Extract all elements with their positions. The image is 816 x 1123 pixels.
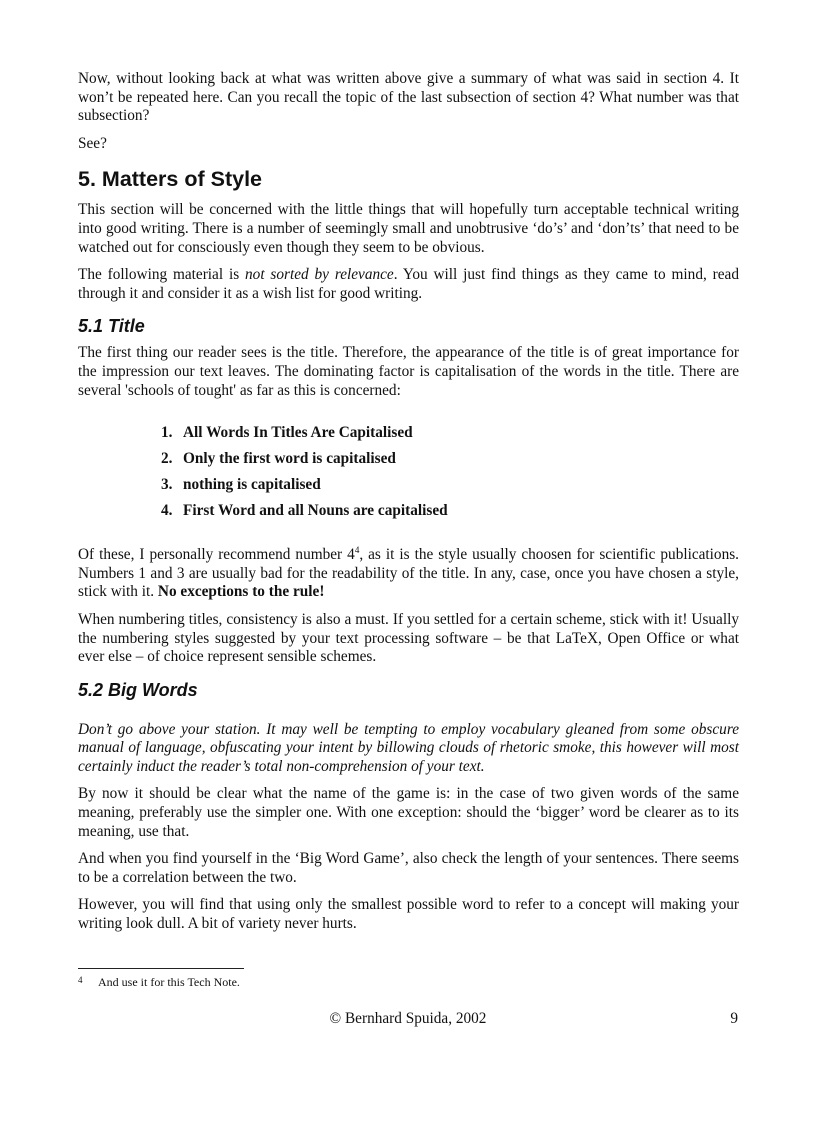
section-5-heading: 5. Matters of Style xyxy=(78,167,262,192)
intro-see: See? xyxy=(78,134,107,152)
section-5-2-quote: Don’t go above your station. It may well be tempting to employ vocabulary gleaned from some obscure manual of language, obfuscating your intent by billowing clouds of rhetoric smoke, this however will most certainly induct the reader’s total non-comprehension of your text. xyxy=(78,720,739,775)
section-5-1-paragraph-3: When numbering titles, consistency is also a must. If you settled for a certain scheme, stick with it! Usually the numbering styles suggested by your text processing software – be that LaTeX, Open Office or what ever else – of choice represent sensible schemes. xyxy=(78,610,739,666)
footer-copyright: © Bernhard Spuida, 2002 xyxy=(329,1010,487,1027)
section-5-1-heading: 5.1 Title xyxy=(78,316,145,337)
capitalisation-list xyxy=(161,420,816,524)
footnote-number: 4 xyxy=(78,975,83,985)
footnote-reference[interactable]: 4 xyxy=(354,545,360,556)
section-5-2-paragraph-1: By now it should be clear what the name of the game is: in the case of two given words of the same meaning, preferably use the simpler one. With one exception: should the ‘bigger’ word be clearer as to its meaning, use that. xyxy=(78,785,739,840)
section-5-paragraph-1: This section will be concerned with the little things that will hopefully turn acceptable technical writing into good writing. There is a number of seemingly small and unobtrusive ‘do’s’ and ‘don’ts’ that need to be watched out for consciously even though they seem to be obvious. xyxy=(78,201,739,256)
section-5-1-paragraph-1: The first thing our reader sees is the title. Therefore, the appearance of the title is of great importance for the impression our text leaves. The dominating factor is capitalisation of the words in the title. There are several 'schools of tought' as far as this is concerned: xyxy=(78,344,739,399)
list-item: 3. nothing is capitalised xyxy=(161,476,321,494)
section-5-2-paragraph-2: And when you find yourself in the ‘Big Word Game’, also check the length of your sentences. There seems to be a correlation between the two. xyxy=(78,850,739,886)
list-item: 2. Only the first word is capitalised xyxy=(161,450,396,468)
bold-statement: No exceptions to the rule! xyxy=(157,583,325,601)
page-number: 9 xyxy=(730,1010,738,1027)
footnote-separator xyxy=(78,968,244,969)
section-5-2-heading: 5.2 Big Words xyxy=(78,679,198,700)
footnote xyxy=(78,975,240,990)
intro-paragraph: Now, without looking back at what was written above give a summary of what was said in section 4. It won’t be repeated here. Can you recall the topic of the last subsection of section 4? What number was that subsection? xyxy=(78,70,739,125)
section-5-1-paragraph-2: Of these, I personally recommend number $4^4$, as it is the style usually choosen for scientific publications. Numbers 1 and 3 are usually bad for the readability of the title. In any, case, once you have chosen a style, stick with it. No exceptions to the rule! xyxy=(78,545,739,601)
list-item: 1. All Words In Titles Are Capitalised xyxy=(161,424,413,442)
footnote-text: And use it for this Tech Note. xyxy=(98,975,240,989)
section-5-2-paragraph-3: However, you will find that using only the smallest possible word to refer to a concept will making your writing look dull. A bit of variety never hurts. xyxy=(78,896,739,933)
page-content xyxy=(78,70,739,943)
emphasis-text: not sorted by relevance xyxy=(245,266,394,284)
section-5-paragraph-2: The following material is not sorted by relevance. You will just find things as they came to mind, read through it and consider it as a wish list for good writing. xyxy=(78,266,739,302)
list-item: 4. First Word and all Nouns are capitalised xyxy=(161,502,448,520)
